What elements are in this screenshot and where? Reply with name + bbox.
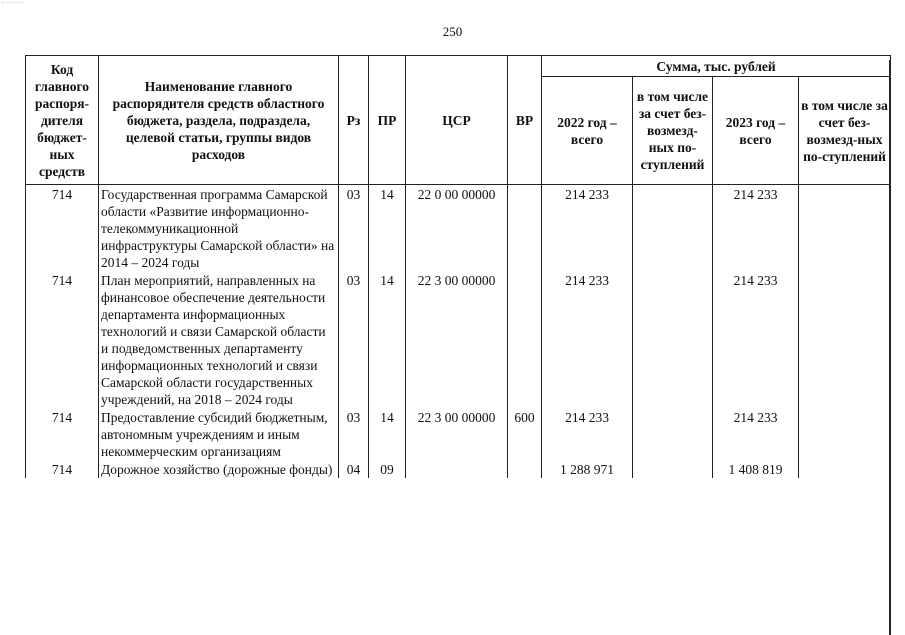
cell-2023-free <box>799 185 891 272</box>
cell-rz: 03 <box>339 408 369 460</box>
cell-2023-free <box>799 408 891 460</box>
table-row <box>26 185 891 272</box>
header-code: Код главного распоря-дителя бюджет-ных средств <box>26 56 99 185</box>
table-row <box>26 271 891 408</box>
cell-name: План мероприятий, направленных на финансовое обеспечение деятельности департамента информационных технологий и связи Самарской области и подведомственных департаменту информационных технологий и связи Самарской области государственных учреждений, на 2018 – 2024 годы <box>99 271 339 408</box>
cell-2022-free <box>633 271 713 408</box>
header-pr: ПР <box>369 56 406 185</box>
cell-2022-free <box>633 185 713 272</box>
scan-artifact <box>2 2 24 11</box>
cell-pr: 09 <box>369 460 406 478</box>
cell-vr <box>508 460 542 478</box>
empty-cell <box>26 478 891 539</box>
cell-vr: 600 <box>508 408 542 460</box>
cell-2022-total: 214 233 <box>542 271 633 408</box>
cell-2023-total: 214 233 <box>713 271 799 408</box>
cell-2022-free <box>633 408 713 460</box>
cell-rz: 03 <box>339 271 369 408</box>
cell-2022-total: 214 233 <box>542 185 633 272</box>
table-row <box>26 408 891 460</box>
page-edge-rule <box>889 60 891 635</box>
cell-name: Предоставление субсидий бюджетным, автономным учреждениям и иным некоммерческим организациям <box>99 408 339 460</box>
cell-pr: 14 <box>369 185 406 272</box>
table-spacer <box>26 478 891 539</box>
budget-table <box>25 55 891 539</box>
page-number: 250 <box>442 24 463 39</box>
header-2023-total: 2023 год – всего <box>713 77 799 185</box>
cell-2023-total: 214 233 <box>713 185 799 272</box>
cell-pr: 14 <box>369 271 406 408</box>
cell-pr: 14 <box>369 408 406 460</box>
table-header <box>26 56 891 185</box>
cell-csr: 22 3 00 00000 <box>406 271 508 408</box>
cell-rz: 03 <box>339 185 369 272</box>
cell-2022-total: 1 288 971 <box>542 460 633 478</box>
table-body <box>26 185 891 540</box>
cell-2023-free <box>799 271 891 408</box>
cell-csr: 22 3 00 00000 <box>406 408 508 460</box>
header-rz: Рз <box>339 56 369 185</box>
cell-2023-free <box>799 460 891 478</box>
header-2023-free: в том числе за счет без-возмезд-ных по-ступлений <box>799 77 891 185</box>
cell-name: Дорожное хозяйство (дорожные фонды) <box>99 460 339 478</box>
header-sum-group: Сумма, тыс. рублей <box>542 56 891 77</box>
header-vr: ВР <box>508 56 542 185</box>
header-2022-free: в том числе за счет без-возмезд-ных по-ступлений <box>633 77 713 185</box>
cell-vr <box>508 185 542 272</box>
header-csr: ЦСР <box>406 56 508 185</box>
table-row <box>26 460 891 478</box>
cell-code: 714 <box>26 185 99 272</box>
cell-2022-total: 214 233 <box>542 408 633 460</box>
header-name: Наименование главного распорядителя средств областного бюджета, раздела, подраздела, целевой статьи, группы видов расходов <box>99 56 339 185</box>
cell-rz: 04 <box>339 460 369 478</box>
cell-2022-free <box>633 460 713 478</box>
header-2022-total: 2022 год – всего <box>542 77 633 185</box>
cell-code: 714 <box>26 408 99 460</box>
cell-vr <box>508 271 542 408</box>
cell-code: 714 <box>26 271 99 408</box>
cell-csr: 22 0 00 00000 <box>406 185 508 272</box>
cell-2023-total: 214 233 <box>713 408 799 460</box>
cell-csr <box>406 460 508 478</box>
cell-2023-total: 1 408 819 <box>713 460 799 478</box>
cell-name: Государственная программа Самарской области «Развитие информационно-телекоммуникационной инфраструктуры Самарской области» на 2014 – 2024 годы <box>99 185 339 272</box>
cell-code: 714 <box>26 460 99 478</box>
